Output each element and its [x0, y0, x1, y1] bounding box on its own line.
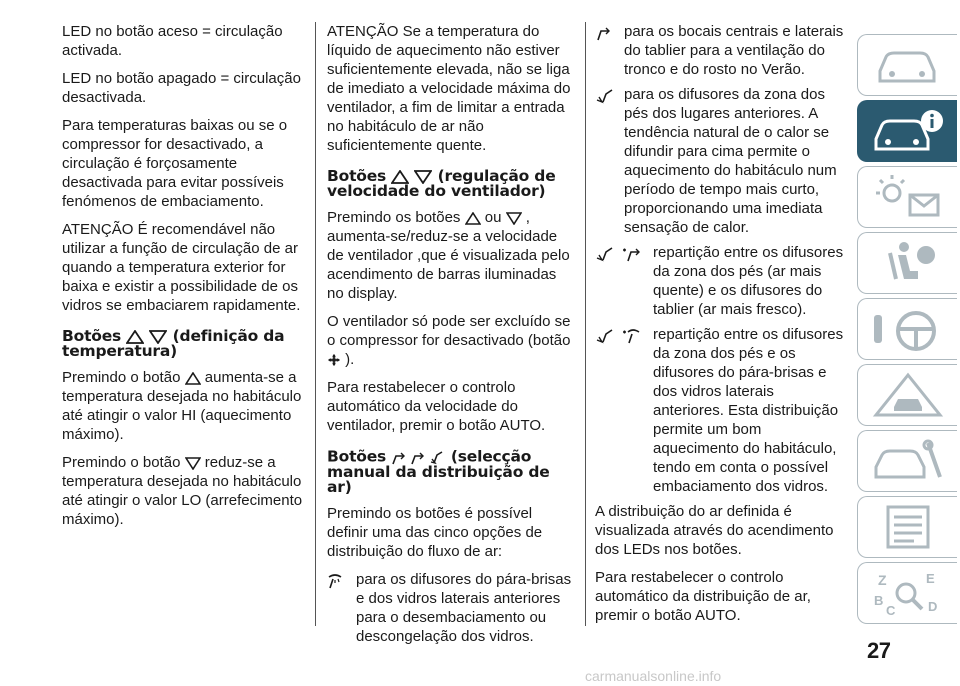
air-to-face-icon	[595, 23, 611, 41]
column-2	[327, 22, 577, 652]
windscreen-demist-icon	[621, 326, 641, 344]
triangle-down-icon	[185, 457, 201, 470]
air-to-feet-icon	[595, 86, 615, 104]
svg-text:Z: Z	[878, 572, 887, 588]
triangle-down-icon	[506, 212, 522, 225]
air-to-feet-icon	[595, 326, 615, 344]
paragraph-text: Premindo o botão	[62, 369, 181, 386]
paragraph: Para restabelecer o controlo automático da velocidade do ventilador, premir o botão AUTO.	[327, 379, 546, 434]
warning-lights-icon	[870, 173, 946, 221]
warning-triangle-car-icon	[870, 371, 946, 419]
paragraph-text: Premindo o botão	[62, 454, 181, 471]
tab-dashboard[interactable]	[857, 34, 957, 96]
alphabet-index-icon	[870, 569, 946, 617]
tab-index[interactable]	[857, 562, 957, 624]
car-info-icon	[870, 107, 946, 155]
paragraph: Para restabelecer o controlo automático da distribuição de ar, premir o botão AUTO.	[595, 569, 811, 624]
heading-text: Botões	[62, 327, 122, 345]
svg-text:C: C	[886, 603, 896, 617]
tab-lights-messages[interactable]	[857, 166, 957, 228]
section-heading-air-distribution	[327, 449, 577, 495]
car-icon	[870, 41, 946, 89]
air-to-feet-icon	[595, 244, 615, 262]
tab-servicing-care[interactable]	[857, 430, 957, 492]
paragraph-text: aumenta-se a temperatura desejada no habitáculo até atingir o valor HI (aquecimento máximo).	[62, 369, 302, 443]
column-divider	[585, 22, 586, 626]
svg-text:E: E	[926, 571, 935, 586]
paragraph: A distribuição do ar definida é visualizada através do acendimento dos LEDs nos botões.	[595, 503, 834, 558]
list-item-text: repartição entre os difusores da zona dos pés e os difusores do pára-brisas e dos vidros laterais anteriores. Esta distribuição permite um bom aquecimento do habitáculo, tendo em conta o possível embaciamento dos vidros.	[653, 326, 844, 495]
section-heading-temperature	[62, 329, 308, 359]
paragraph	[327, 312, 577, 369]
heading-text: (definição da temperatura)	[62, 327, 285, 360]
tab-technical-specs[interactable]	[857, 496, 957, 558]
tab-getting-to-know[interactable]	[857, 100, 957, 162]
air-to-face-icon	[621, 244, 641, 262]
steering-wheel-icon	[870, 305, 946, 353]
warning-paragraph: ATENÇÃO Se a temperatura do líquido de aquecimento não estiver suficientemente elevada, não se liga de imediato a velocidade máxima do ventilador, a fim de limitar a entrada no habitáculo de ar não suficientemente quente.	[327, 23, 571, 154]
list-item-text: repartição entre os difusores da zona dos pés (ar mais quente) e os difusores do tablier (ar mais fresco).	[653, 244, 844, 318]
warning-paragraph: ATENÇÃO É recomendável não utilizar a função de circulação de ar quando a temperatura exterior for baixa e existir a possibilidade de os vidros se embaciarem rapidamente.	[62, 221, 301, 314]
paragraph-text: Premindo os botões	[327, 209, 461, 226]
triangle-up-icon	[185, 372, 201, 385]
paragraph	[327, 208, 577, 303]
seat-airbag-icon	[870, 239, 946, 287]
heading-text: (selecção manual da distribuição de ar)	[327, 447, 550, 496]
chapter-tabs	[857, 0, 960, 640]
paragraph	[62, 453, 308, 529]
heading-text: Botões	[327, 447, 387, 466]
paragraph-text: O ventilador só pode ser excluído se o compressor for desactivado (botão	[327, 313, 571, 349]
windscreen-demist-icon	[327, 571, 343, 589]
column-3	[595, 22, 847, 634]
heading-text: Botões	[327, 167, 387, 185]
svg-text:D: D	[928, 599, 938, 614]
fan-icon	[327, 353, 341, 367]
tab-starting-driving[interactable]	[857, 298, 957, 360]
tab-safety[interactable]	[857, 232, 957, 294]
svg-text:B: B	[874, 593, 884, 608]
list-item-feet-face	[595, 243, 847, 319]
list-item-feet-windscreen	[595, 325, 847, 496]
section-heading-fan-speed	[327, 169, 577, 199]
paragraph: LED no botão aceso = circulação activada.	[62, 23, 283, 59]
tab-emergency[interactable]	[857, 364, 957, 426]
list-item-feet	[595, 85, 847, 237]
paragraph: Para temperaturas baixas ou se o compressor for desactivado, a circulação é forçosamente desactivada para evitar possíveis fenómenos de embaciamento.	[62, 117, 288, 210]
heading-text: (regulação de velocidade do ventilador)	[327, 167, 556, 200]
triangle-up-icon	[465, 212, 481, 225]
list-item-windscreen	[327, 570, 577, 646]
paragraph: Premindo os botões é possível definir uma das cinco opções de distribuição do fluxo de ar:	[327, 505, 543, 560]
paragraph-text: ).	[345, 351, 355, 368]
list-item-text: para os bocais centrais e laterais do tablier para a ventilação do tronco e do rosto no Verão.	[624, 23, 844, 78]
paragraph	[62, 368, 308, 444]
page-number: 27	[867, 638, 891, 663]
watermark: carmanualsonline.info	[585, 668, 722, 684]
list-item-text: para os difusores da zona dos pés dos lugares anteriores. A tendência natural de o calor se difundir para cima permite o aquecimento do habitáculo num período de tempo mais curto, proporcionando uma imediata sensação de calor.	[624, 86, 837, 236]
list-item-text: para os difusores do pára-brisas e dos vidros laterais anteriores para o desembaciamento ou descongelação dos vidros.	[356, 571, 572, 645]
document-list-icon	[870, 503, 946, 551]
column-divider	[315, 22, 316, 626]
paragraph-text: reduz-se a temperatura desejada no habitáculo até atingir o valor LO (arrefecimento máximo).	[62, 454, 303, 528]
car-wrench-icon	[870, 437, 946, 485]
paragraph: LED no botão apagado = circulação desactivada.	[62, 70, 301, 106]
column-1	[62, 22, 308, 538]
paragraph-text: , aumenta-se/reduz-se a velocidade de ventilador ,que é visualizada pelo acendimento de barras iluminadas no display.	[327, 209, 570, 302]
list-item-face	[595, 22, 847, 79]
paragraph-text: ou	[484, 209, 502, 226]
